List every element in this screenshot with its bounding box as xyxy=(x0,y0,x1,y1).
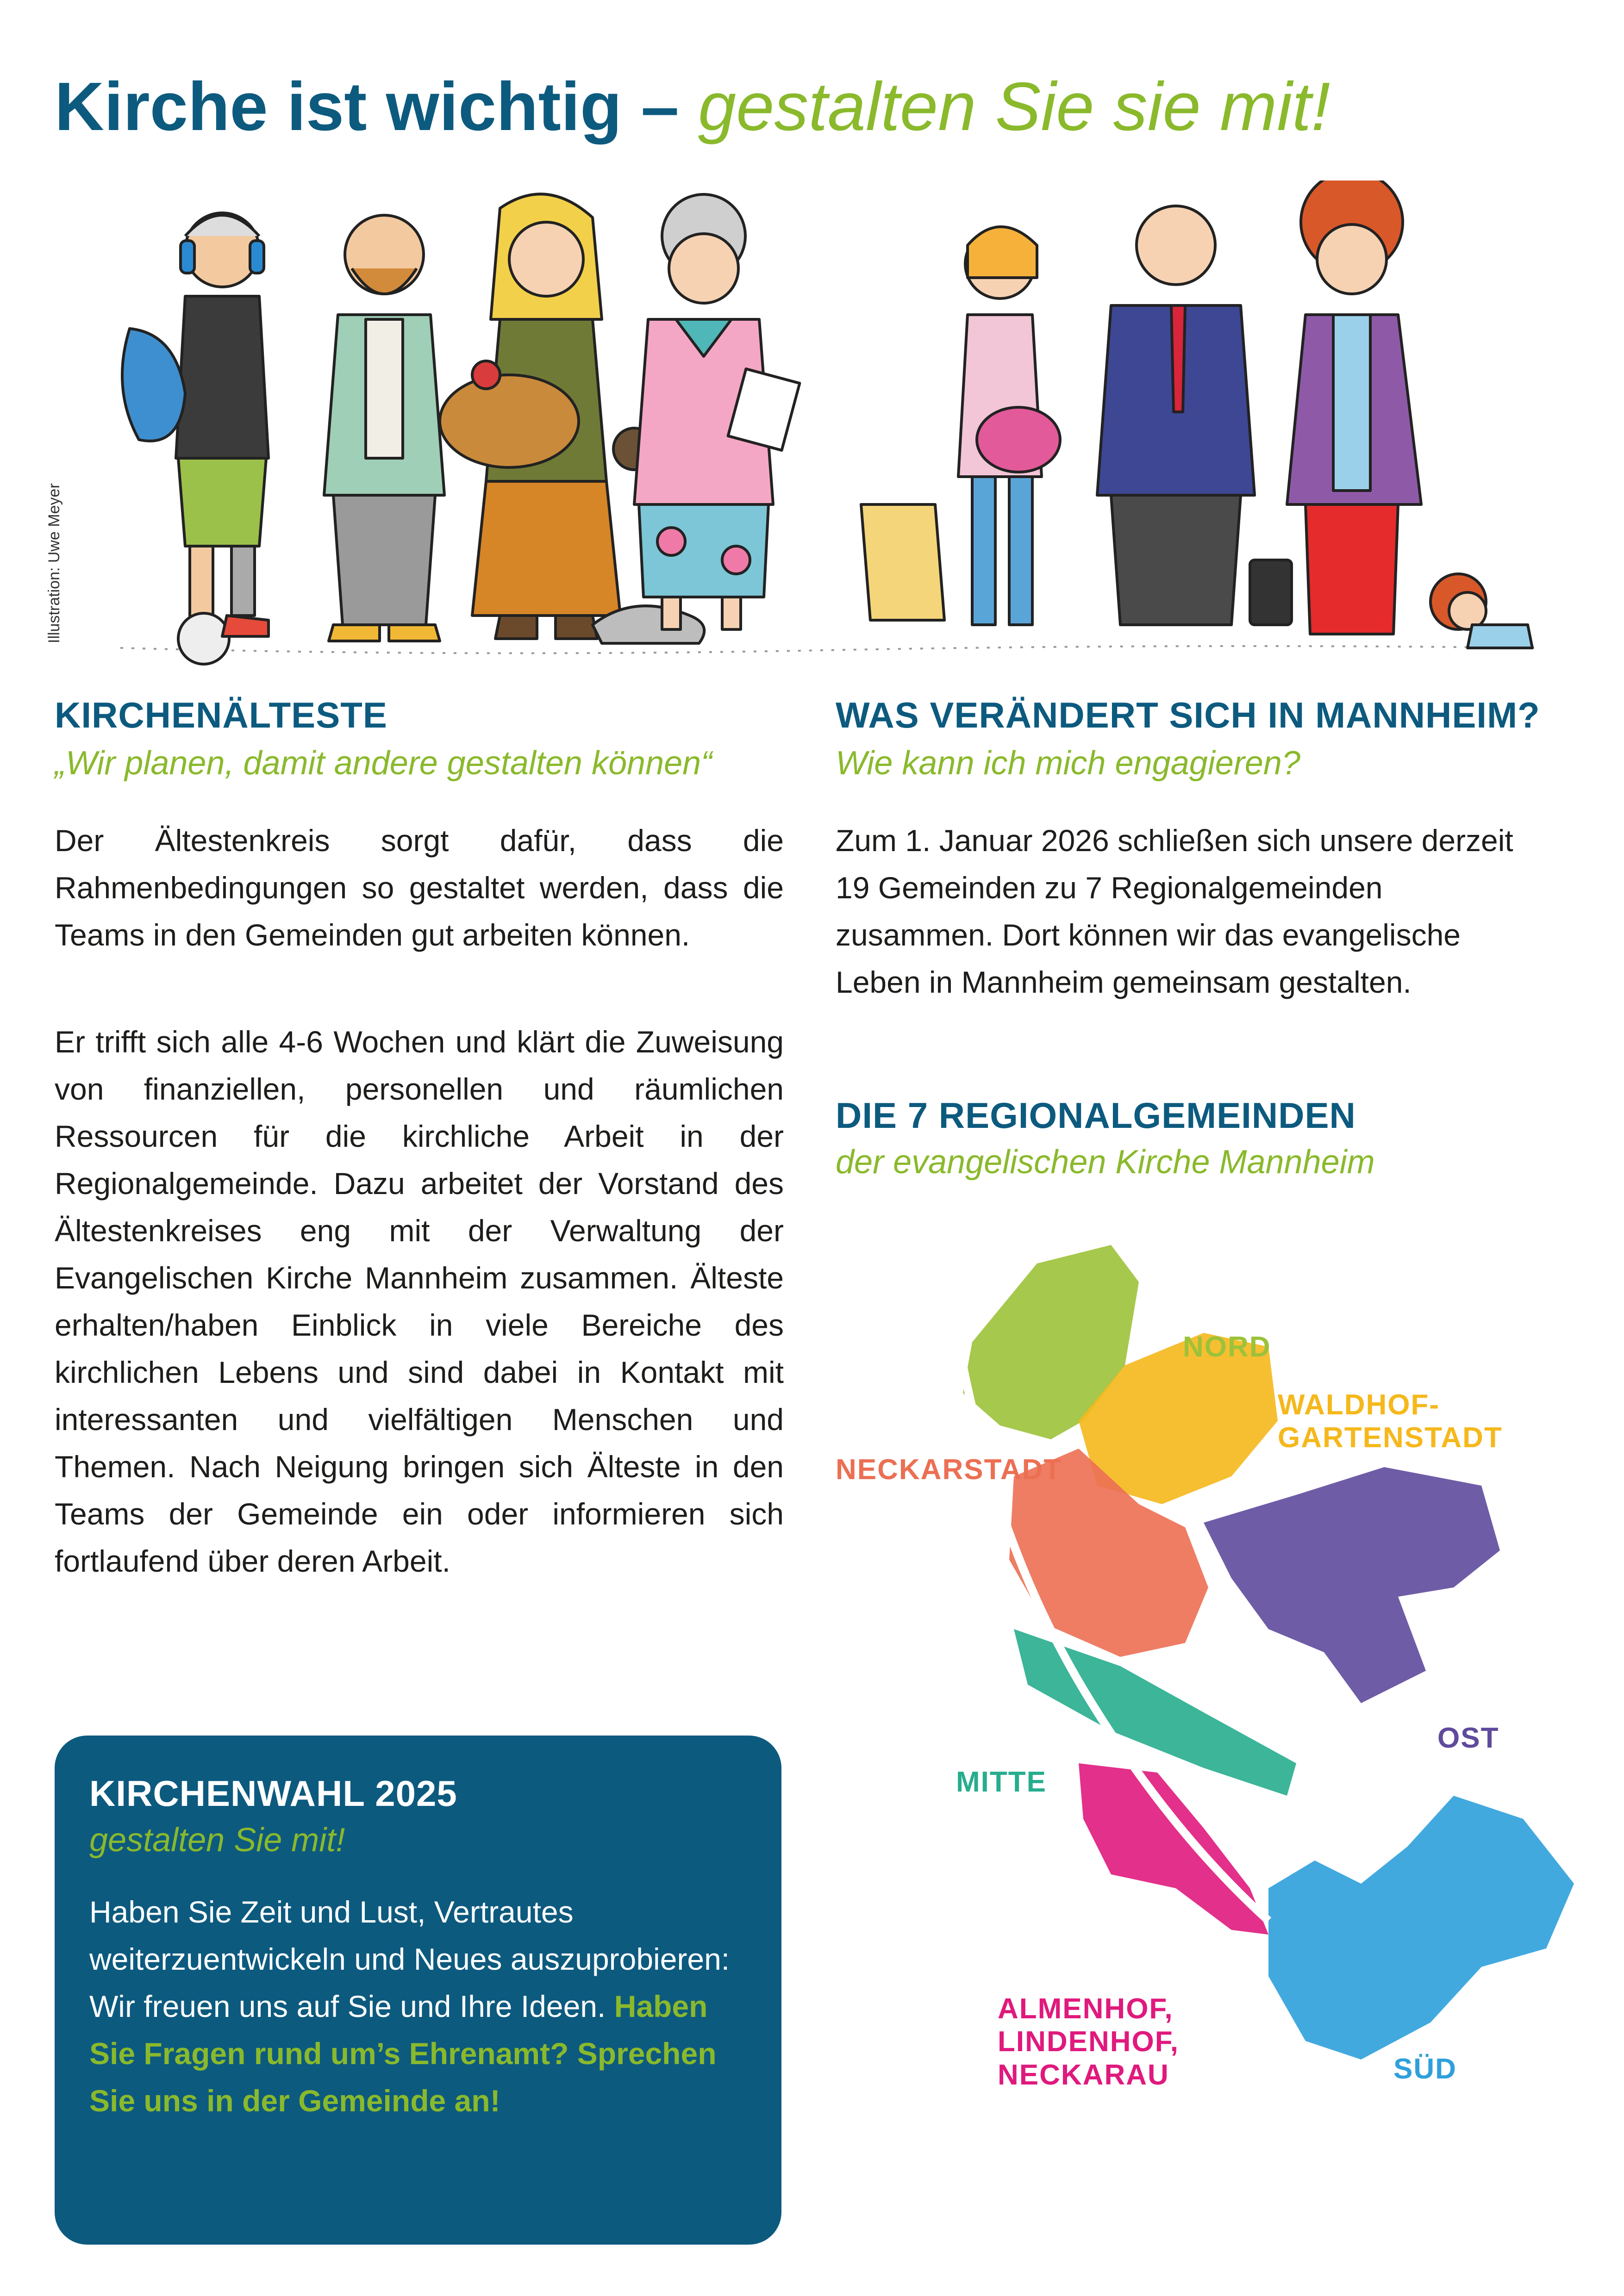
map-region-sued xyxy=(1268,1796,1574,2060)
people-illustration xyxy=(102,180,1546,671)
title-subtitle: gestalten Sie sie mit! xyxy=(698,68,1330,145)
regions-heading: DIE 7 REGIONALGEMEINDEN xyxy=(836,1095,1356,1136)
illustration-credit: Illustration: Uwe Meyer xyxy=(45,483,63,643)
map-region-mitte xyxy=(1014,1629,1296,1796)
map-label-mitte: MITTE xyxy=(956,1766,1047,1798)
map-label-ost: OST xyxy=(1437,1722,1499,1754)
map-label-waldhof: WALDHOF- GARTENSTADT xyxy=(1278,1389,1503,1454)
page-title xyxy=(55,69,1330,145)
map-label-almenhof: ALMENHOF, LINDENHOF, NECKARAU xyxy=(998,1993,1179,2091)
box-heading: KIRCHENWAHL 2025 xyxy=(89,1773,457,1814)
changes-heading: WAS VERÄNDERT SICH IN MANNHEIM? xyxy=(836,695,1540,735)
title-main: Kirche ist wichtig – xyxy=(55,68,679,145)
box-highlight: Haben Sie Fragen rund um’s Ehrenamt? Sprechen Sie uns in der Gemeinde an! xyxy=(89,1989,717,2118)
church-election-box xyxy=(55,1736,781,2245)
elders-heading: KIRCHENÄLTESTE xyxy=(55,695,387,735)
regions-subheading: der evangelischen Kirche Mannheim xyxy=(836,1144,1375,1181)
box-subheading: gestalten Sie mit! xyxy=(89,1822,345,1859)
box-text: Haben Sie Zeit und Lust, Vertrautes weiterzuentwickeln und Neues auszuprobieren: Wir freuen uns auf Sie und Ihre Ideen. xyxy=(89,1895,730,2023)
changes-subheading: Wie kann ich mich engagieren? xyxy=(836,745,1300,782)
map-region-ost xyxy=(1204,1467,1500,1703)
elders-paragraph-2: Er trifft sich alle 4-6 Wochen und klärt die Zuweisung von finanziellen, personellen und räumlichen Ressourcen für die kirchliche Arbeit in der Regionalgemeinde. Dazu arbeitet der Vorstand des Ältestenkreises eng mit der Verwaltung der Evangelischen Kirche Mannheim zusammen. Älteste erhalten/haben Einblick in viele Bereiche des kirchlichen Lebens und sind dabei in Kontakt mit interessanten und vielfältigen Menschen und Themen. Nach Neigung bringen sich Älteste in den Teams der Gemeinde ein oder informieren sich fortlaufend über deren Arbeit. xyxy=(55,1025,784,1578)
box-text-block xyxy=(89,1888,751,2124)
elders-subheading: „Wir planen, damit andere gestalten können“ xyxy=(55,745,712,782)
elders-paragraph-1: Der Ältestenkreis sorgt dafür, dass die Rahmenbedingungen so gestaltet werden, dass die Teams in den Gemeinden gut arbeiten können. xyxy=(55,823,784,952)
map-label-neckarstadt: NECKARSTADT xyxy=(836,1454,1062,1486)
changes-paragraph: Zum 1. Januar 2026 schließen sich unsere derzeit 19 Gemeinden zu 7 Regionalgemeinden zusammen. Dort können wir das evangelische Leben in Mannheim gemeinsam gestalten. xyxy=(836,823,1513,999)
map-label-sued: SÜD xyxy=(1393,2053,1457,2085)
map-label-nord: NORD xyxy=(1183,1331,1271,1363)
map-region-almenhof xyxy=(1079,1763,1268,1935)
